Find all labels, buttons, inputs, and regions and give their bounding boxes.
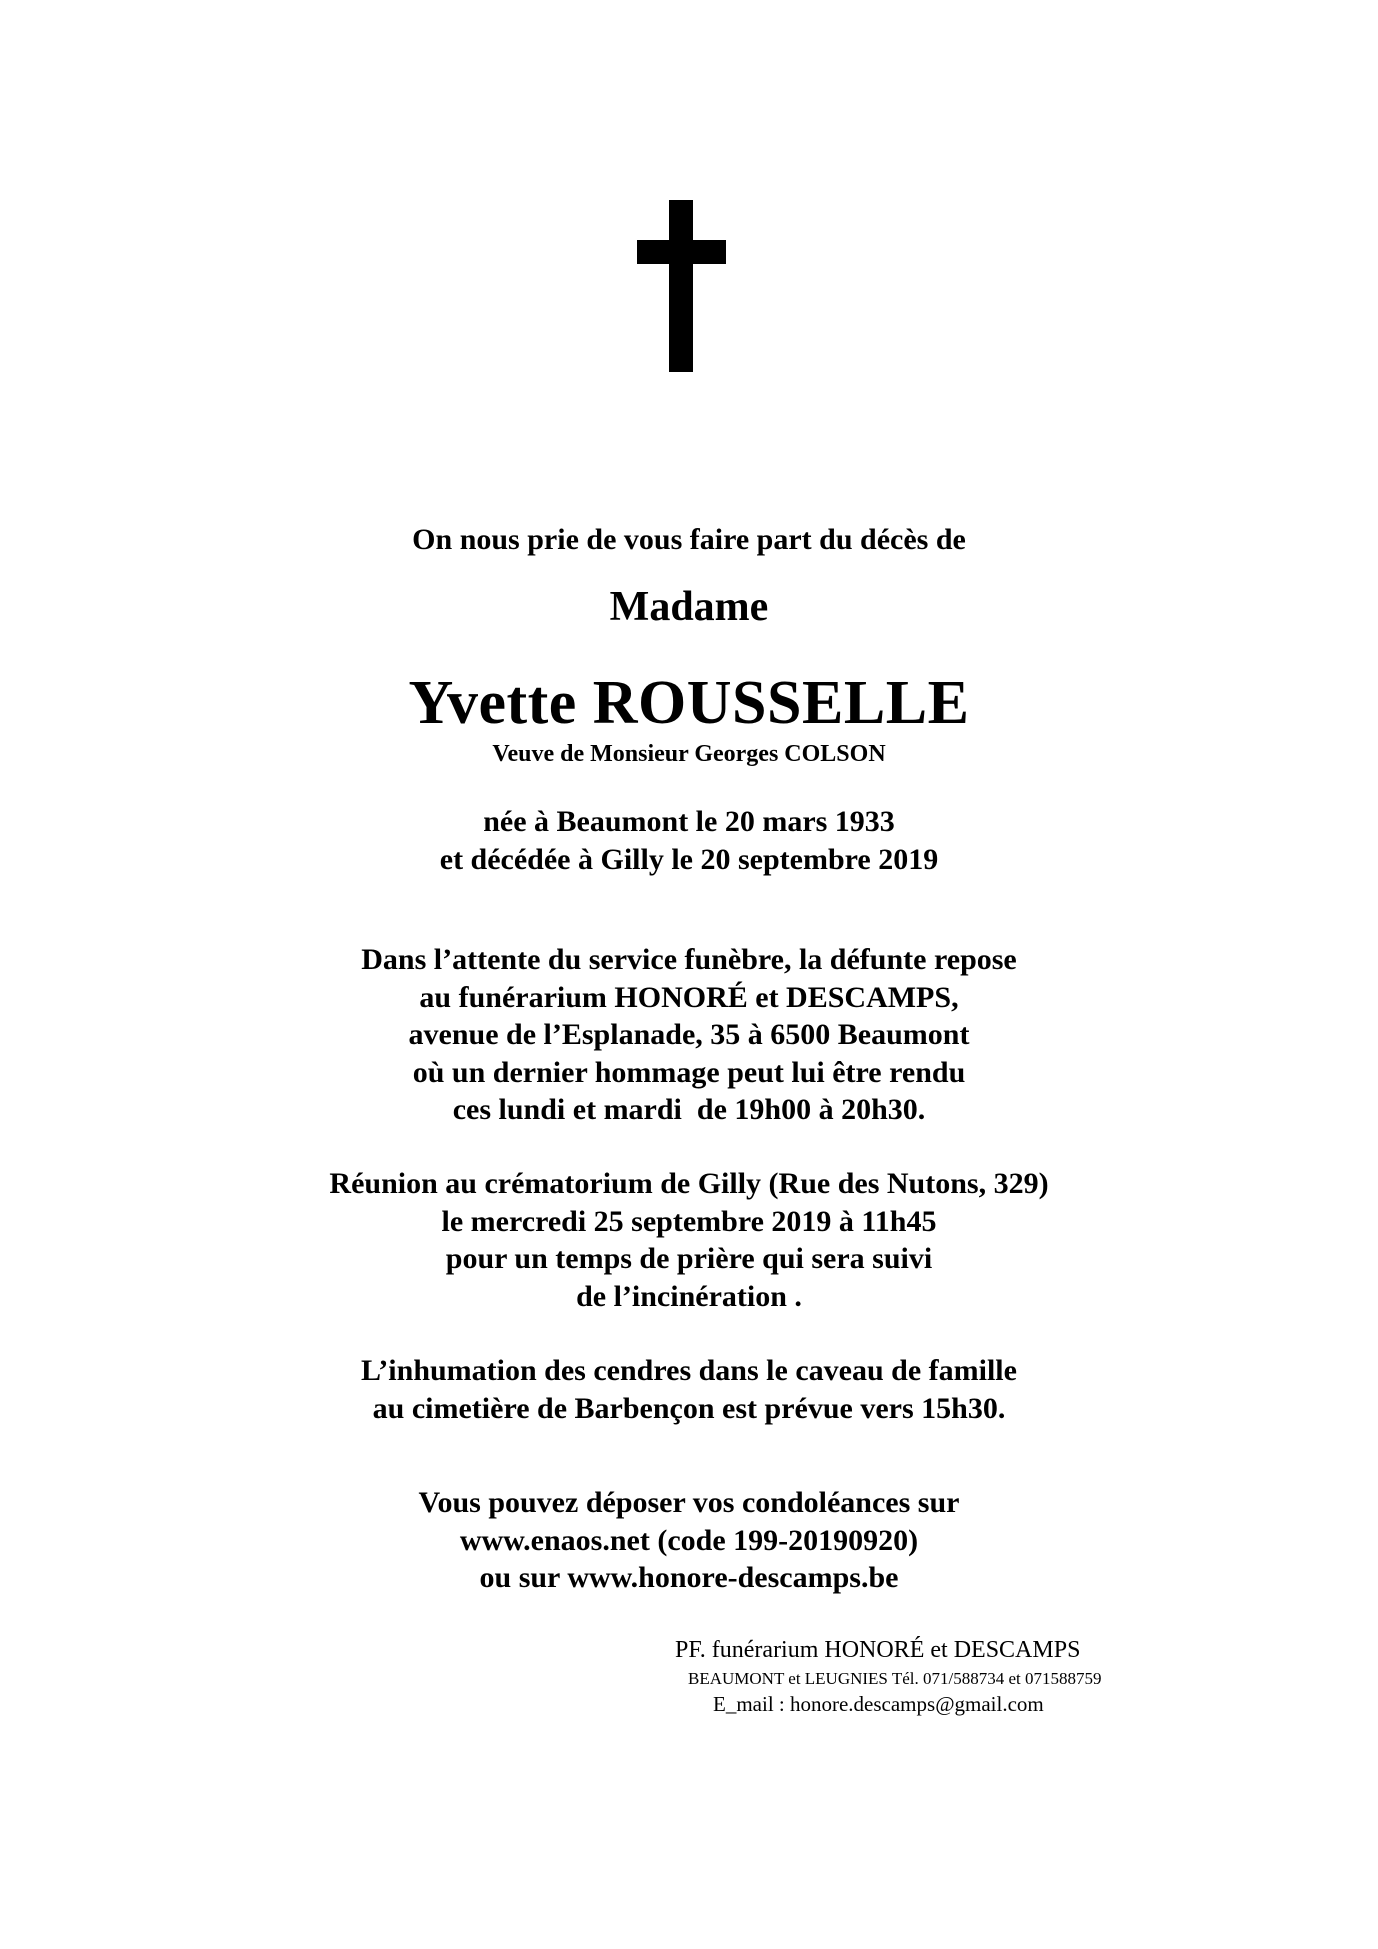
cremation-line: Réunion au crématorium de Gilly (Rue des Nutons, 329) (329, 1167, 1049, 1200)
latin-cross-icon (629, 200, 729, 372)
birth-line: née à Beaumont le 20 mars 1933 (483, 805, 895, 838)
condolences-section (0, 1484, 1378, 1597)
funeral-home-name: PF. funérarium HONORÉ et DESCAMPS (675, 1637, 1081, 1663)
honorific-title: Madame (609, 584, 769, 630)
burial-line: au cimetière de Barbençon est prévue vers 15h30. (372, 1391, 1006, 1425)
dates-section (0, 803, 1378, 878)
burial-line: L’inhumation des cendres dans le caveau de famille (361, 1354, 1017, 1387)
wake-line: avenue de l’Esplanade, 35 à 6500 Beaumont (408, 1018, 970, 1051)
wake-line: Dans l’attente du service funèbre, la défunte repose (361, 943, 1017, 976)
cremation-line: le mercredi 25 septembre 2019 à 11h45 (441, 1204, 937, 1238)
death-line: et décédée à Gilly le 20 septembre 2019 (439, 842, 939, 876)
burial-section (0, 1352, 1378, 1427)
wake-section (0, 941, 1378, 1129)
funeral-home-contact: BEAUMONT et LEUGNIES Tél. 071/588734 et 071588759 (688, 1669, 1102, 1688)
intro-text: On nous prie de vous faire part du décès de (412, 523, 966, 556)
cremation-line: de l’incinération . (576, 1279, 802, 1313)
widow-of-text: Veuve de Monsieur Georges COLSON (492, 741, 886, 767)
wake-line: ces lundi et mardi de 19h00 à 20h30. (452, 1093, 926, 1126)
deceased-name: Yvette ROUSSELLE (408, 669, 970, 737)
condolences-line: ou sur www.honore-descamps.be (479, 1561, 899, 1594)
cremation-section (0, 1165, 1378, 1315)
wake-line: où un dernier hommage peut lui être rendu (412, 1055, 966, 1089)
wake-line: au funérarium HONORÉ et DESCAMPS, (419, 980, 959, 1014)
condolences-line: Vous pouvez déposer vos condoléances sur (418, 1486, 960, 1519)
condolences-line: www.enaos.net (code 199-20190920) (459, 1523, 919, 1557)
funeral-home-email: E_mail : honore.descamps@gmail.com (713, 1692, 1044, 1716)
cremation-line: pour un temps de prière qui sera suivi (445, 1242, 933, 1275)
